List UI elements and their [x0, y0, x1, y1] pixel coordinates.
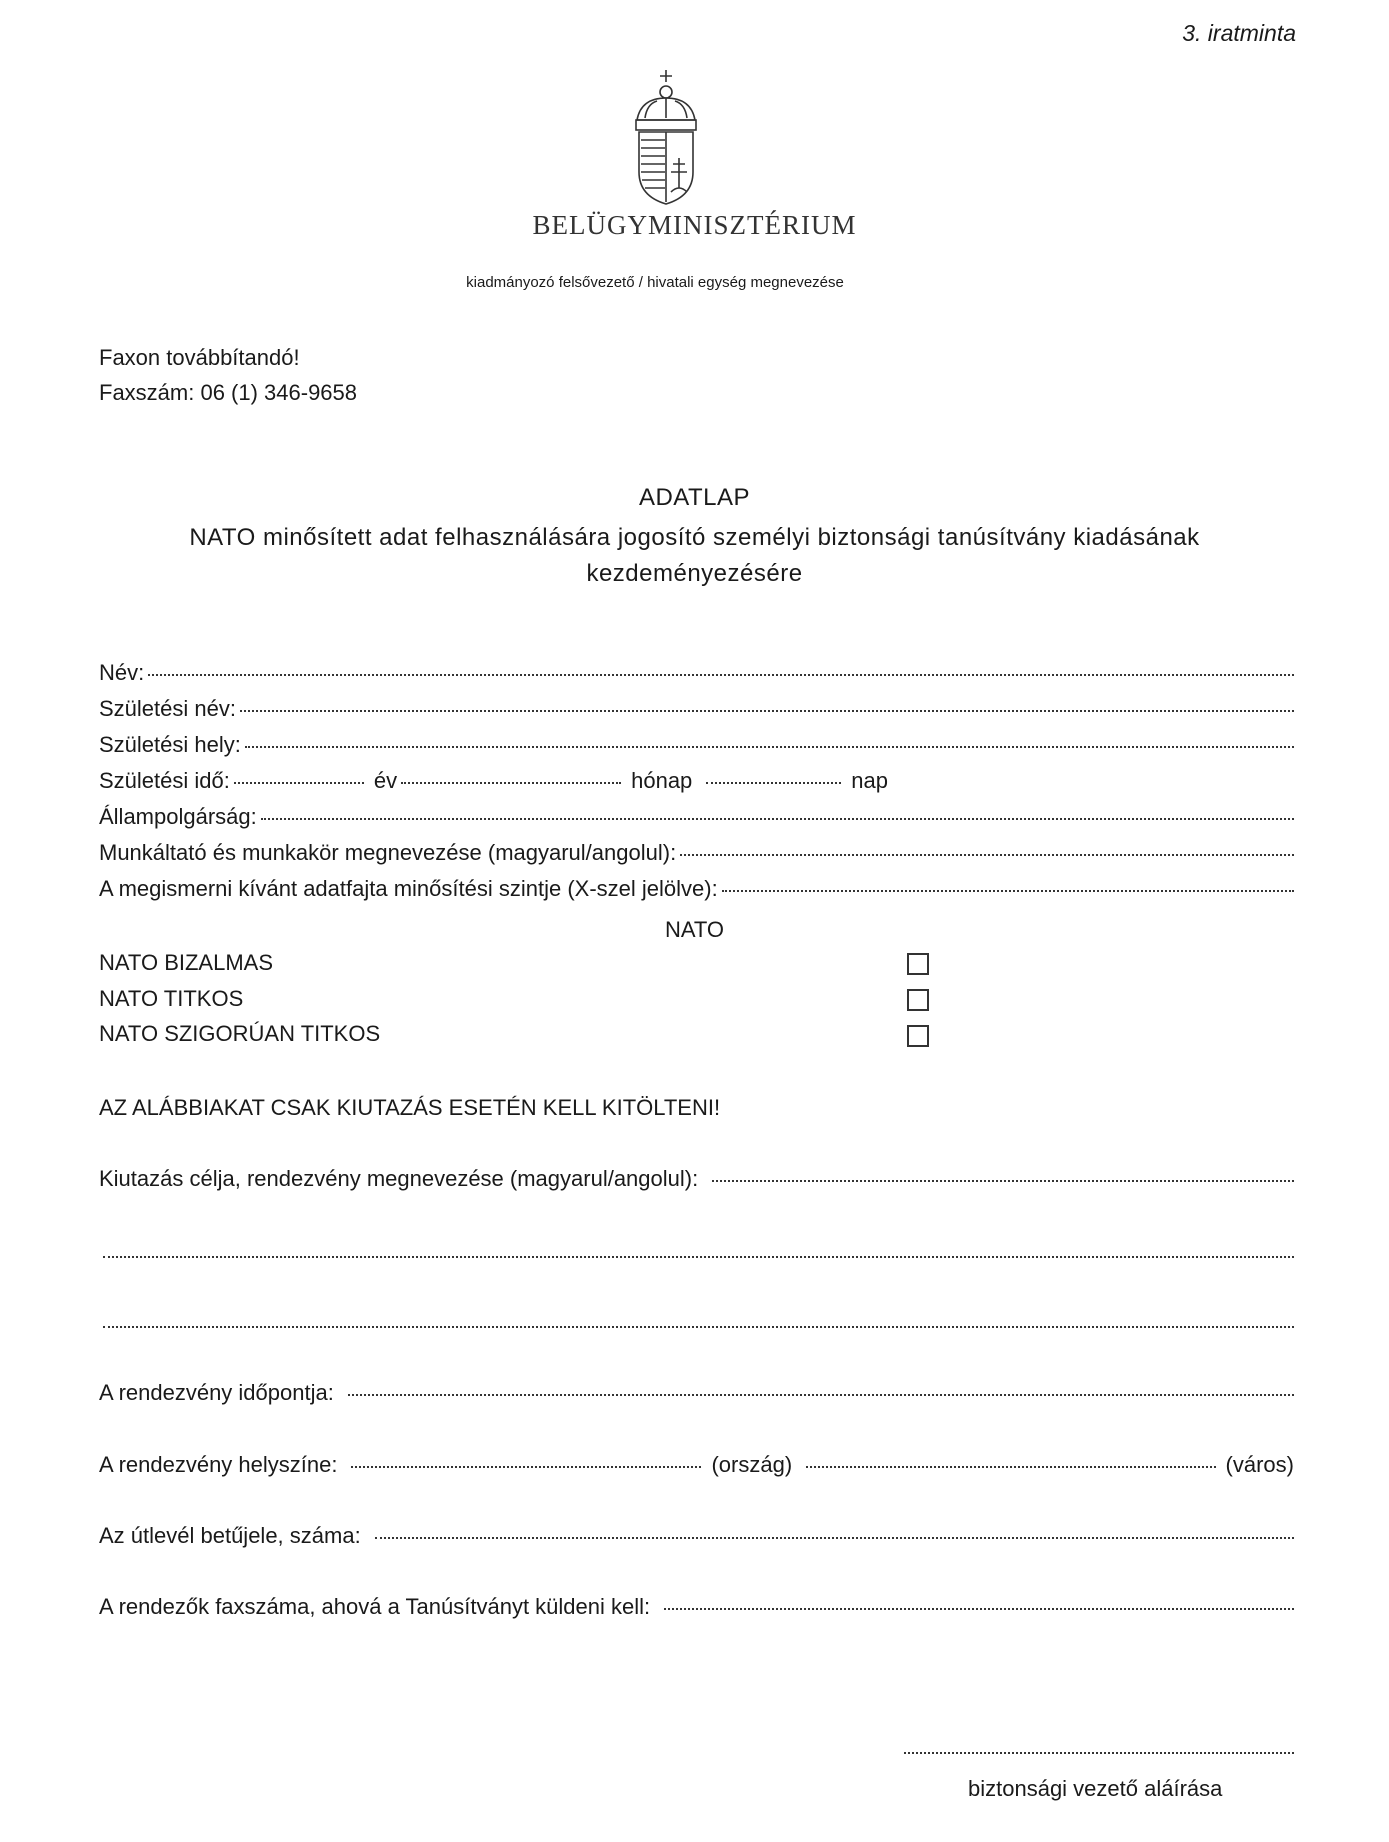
form-title: ADATLAP	[638, 484, 751, 511]
ministry-name: BELÜGYMINISZTÉRIUM	[532, 210, 857, 240]
nato-heading: NATO	[664, 917, 725, 942]
classification-field[interactable]	[722, 890, 1294, 892]
fax-instruction: Faxon továbbítandó!	[99, 345, 300, 370]
birth-place-label: Születési hely:	[99, 732, 241, 757]
passport-row	[99, 1523, 1294, 1553]
signature-line[interactable]	[904, 1752, 1294, 1754]
level-label-top-secret: NATO SZIGORÚAN TITKOS	[99, 1021, 381, 1046]
birth-name-row	[99, 696, 1294, 726]
organizer-fax-row	[99, 1594, 1294, 1624]
organizer-fax-label: A rendezők faxszáma, ahová a Tanúsítványt küldeni kell:	[99, 1594, 651, 1619]
form-subtitle: NATO minősített adat felhasználására jogosító személyi biztonsági tanúsítvány kiadásának kezdeményezésére	[189, 524, 1200, 587]
level-label-secret: NATO TITKOS	[99, 986, 244, 1011]
month-label: hónap	[631, 768, 693, 793]
purpose-field-line-2[interactable]	[103, 1256, 1294, 1258]
birth-year-field[interactable]	[234, 782, 364, 784]
classification-row	[99, 876, 1294, 906]
birth-place-row	[99, 732, 1294, 762]
birth-date-row	[99, 768, 1294, 798]
event-city-field[interactable]	[806, 1466, 1215, 1468]
birth-month-field[interactable]	[401, 782, 621, 784]
purpose-row	[99, 1166, 1294, 1196]
birth-name-field[interactable]	[240, 710, 1294, 712]
name-row	[99, 660, 1294, 690]
coat-of-arms-icon	[631, 68, 701, 206]
birth-place-field[interactable]	[245, 746, 1294, 748]
purpose-field-line-3[interactable]	[103, 1326, 1294, 1328]
event-location-label: A rendezvény helyszíne:	[99, 1452, 338, 1477]
country-label: (ország)	[711, 1452, 793, 1477]
level-label-restricted: NATO BIZALMAS	[99, 950, 274, 975]
classification-label: A megismerni kívánt adatfajta minősítési szintje (X-szel jelölve):	[99, 876, 718, 901]
citizenship-label: Állampolgárság:	[99, 804, 257, 829]
event-country-field[interactable]	[351, 1466, 701, 1468]
travel-section-note: AZ ALÁBBIAKAT CSAK KIUTAZÁS ESETÉN KELL KITÖLTENI!	[99, 1095, 721, 1120]
level-checkbox-top-secret[interactable]	[907, 1025, 929, 1047]
citizenship-field[interactable]	[261, 818, 1294, 820]
level-checkbox-secret[interactable]	[907, 989, 929, 1011]
employer-field[interactable]	[680, 854, 1294, 856]
name-label: Név:	[99, 660, 145, 685]
city-label: (város)	[1225, 1452, 1294, 1477]
year-label: év	[373, 768, 398, 793]
level-checkbox-restricted[interactable]	[907, 953, 929, 975]
employer-row	[99, 840, 1294, 870]
fax-number: Faxszám: 06 (1) 346-9658	[99, 380, 358, 405]
document-sample-number: 3. iratminta	[1182, 20, 1296, 46]
signature-caption: biztonsági vezető aláírása	[968, 1776, 1223, 1801]
event-date-row	[99, 1380, 1294, 1410]
birth-date-label: Születési idő:	[99, 768, 230, 793]
purpose-label: Kiutazás célja, rendezvény megnevezése (magyarul/angolul):	[99, 1166, 699, 1191]
organizer-fax-field[interactable]	[664, 1608, 1294, 1610]
birth-name-label: Születési név:	[99, 696, 236, 721]
day-label: nap	[851, 768, 889, 793]
citizenship-row	[99, 804, 1294, 834]
birth-day-field[interactable]	[706, 782, 841, 784]
purpose-field[interactable]	[712, 1180, 1294, 1182]
event-date-label: A rendezvény időpontja:	[99, 1380, 334, 1405]
issuing-unit-caption: kiadmányozó felsővezető / hivatali egység megnevezése	[466, 274, 844, 291]
event-location-row	[99, 1452, 1294, 1482]
passport-field[interactable]	[375, 1537, 1294, 1539]
employer-label: Munkáltató és munkakör megnevezése (magyarul/angolul):	[99, 840, 677, 865]
name-field[interactable]	[148, 674, 1294, 676]
event-date-field[interactable]	[348, 1394, 1294, 1396]
passport-label: Az útlevél betűjele, száma:	[99, 1523, 361, 1548]
